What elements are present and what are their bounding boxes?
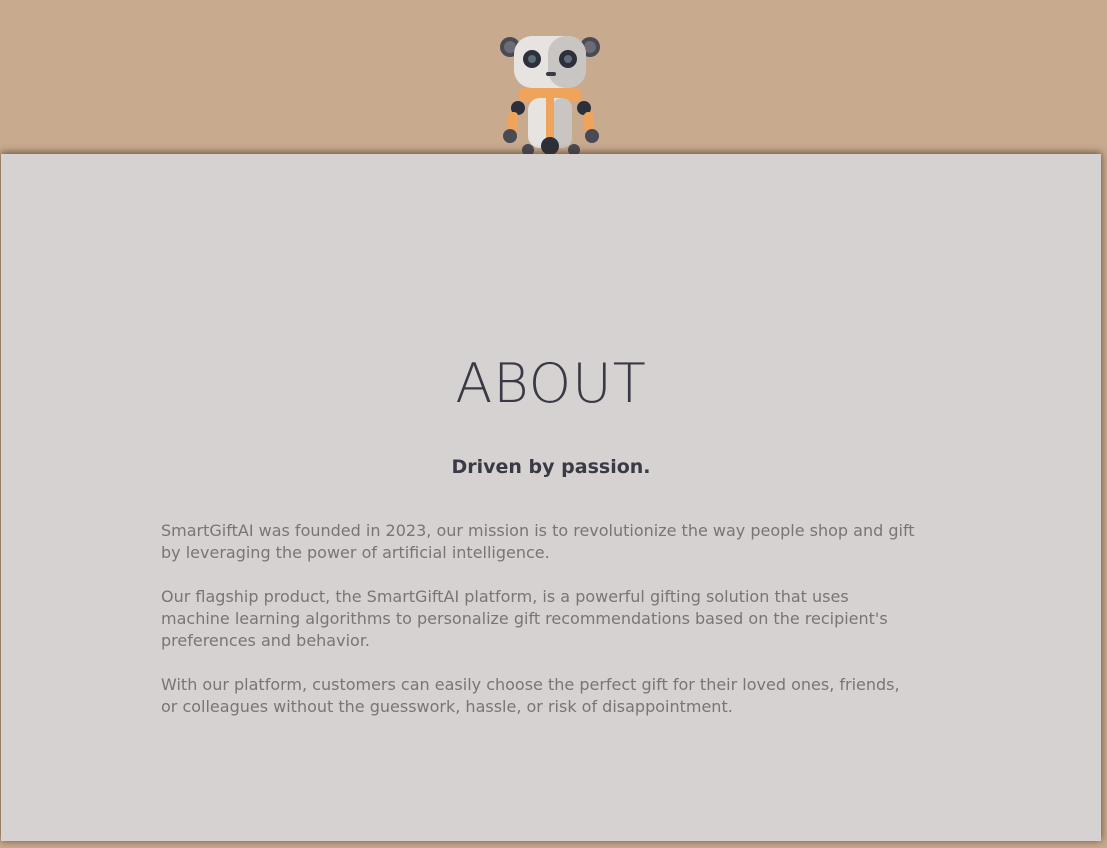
robot-mascot-icon [496,32,608,156]
about-paragraph-product: Our flagship product, the SmartGiftAI platform, is a powerful gifting solution that uses machine learning algorithms to personalize gift recommendations based on the recipient's preferences and behavior. [161,587,888,650]
about-title: ABOUT [455,352,647,415]
about-paragraph-mission: SmartGiftAI was founded in 2023, our mission is to revolutionize the way people shop and gift by leveraging the power of artificial intelligence. [161,521,915,562]
about-section [1,154,1101,841]
about-tagline: Driven by passion. [451,456,651,478]
about-description [161,520,916,740]
about-paragraph-benefits: With our platform, customers can easily choose the perfect gift for their loved ones, friends, or colleagues without the guesswork, hassle, or risk of disappointment. [161,675,900,716]
